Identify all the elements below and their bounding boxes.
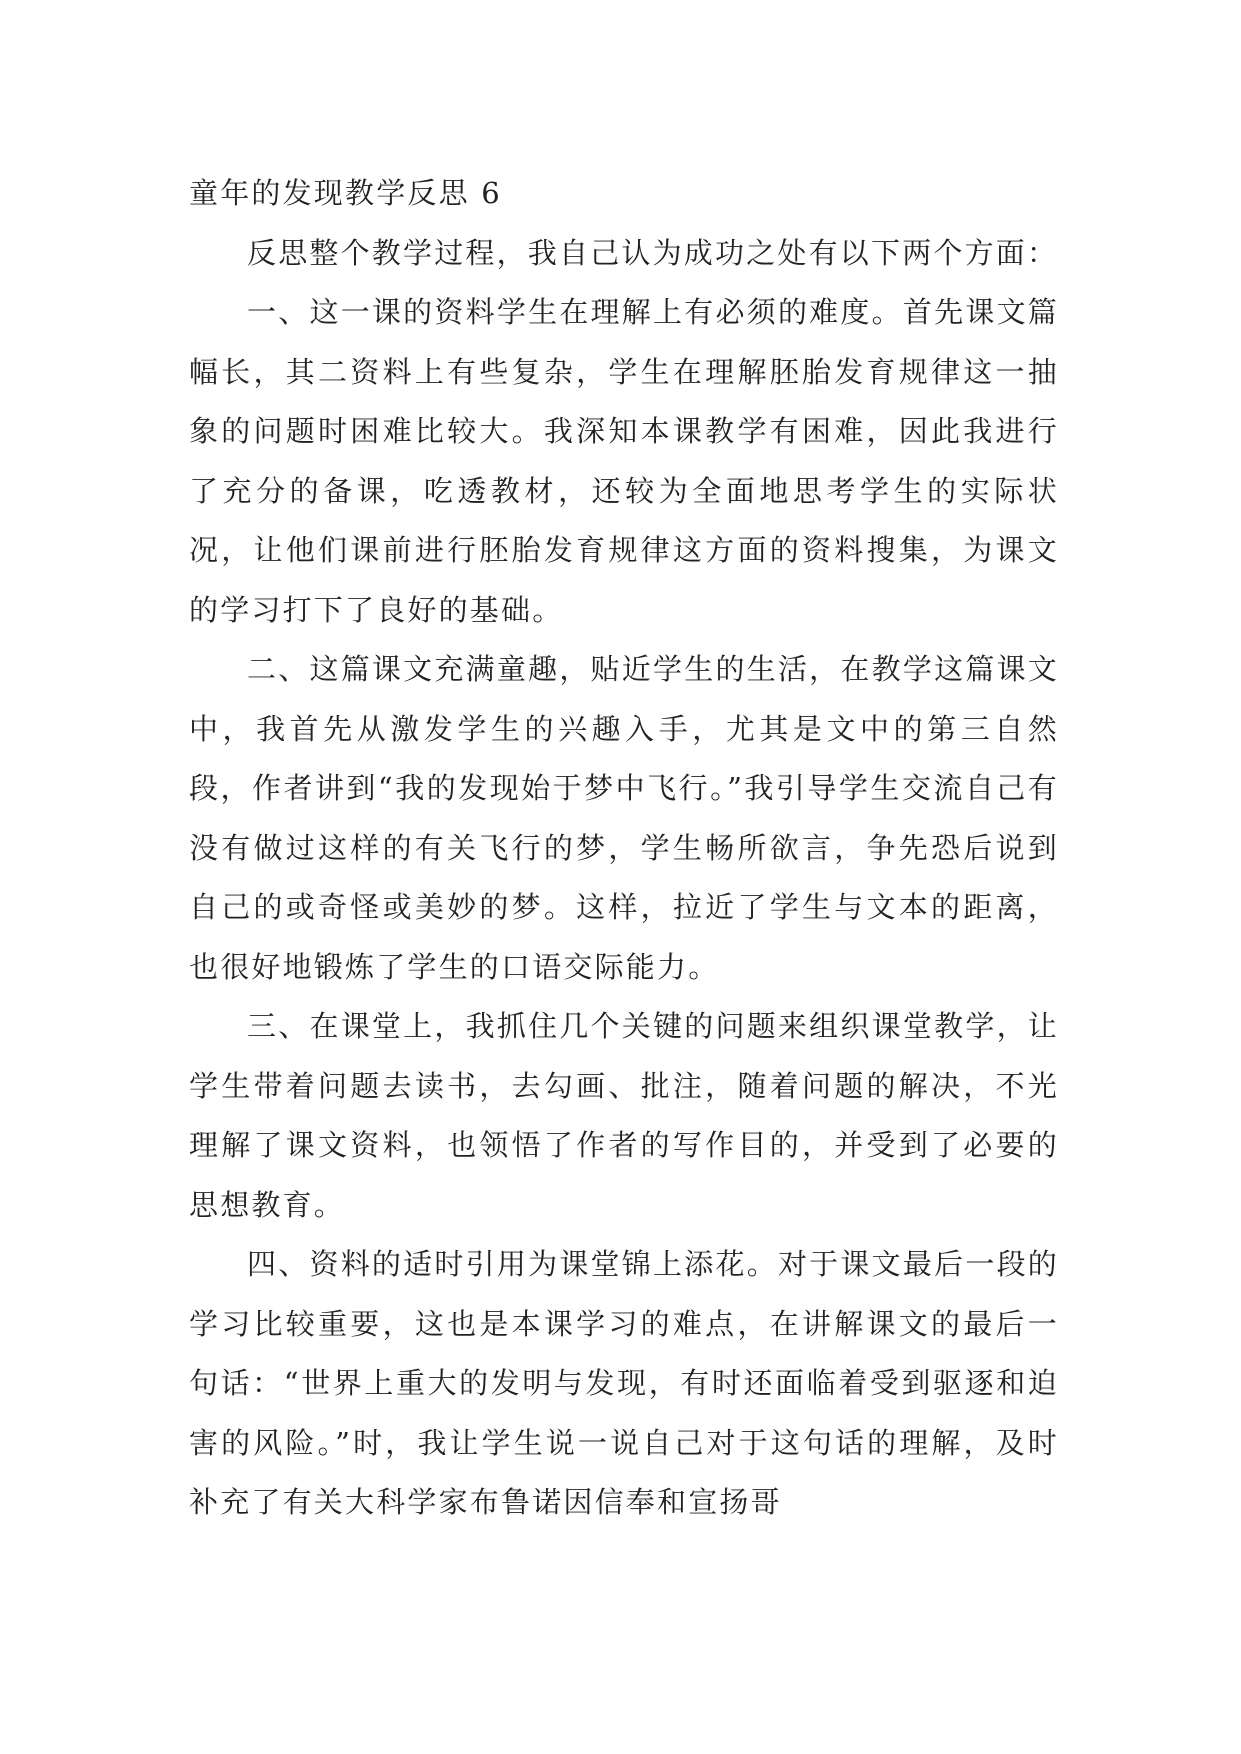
document-body (189, 164, 1059, 1533)
paragraph-point-4: 四、资料的适时引用为课堂锦上添花。对于课文最后一段的学习比较重要，这也是本课学习的难点，在讲解课文的最后一句话：“世界上重大的发明与发现，有时还面临着受到驱逐和迫害的风险。”时，我让学生说一说自己对于这句话的理解，及时补充了有关大科学家布鲁诺因信奉和宣扬哥 (189, 1247, 1059, 1519)
paragraph-point-3: 三、在课堂上，我抓住几个关键的问题来组织课堂教学，让学生带着问题去读书，去勾画、批注，随着问题的解决，不光理解了课文资料，也领悟了作者的写作目的，并受到了必要的思想教育。 (189, 1009, 1059, 1222)
paragraph-intro: 反思整个教学过程，我自己认为成功之处有以下两个方面： (247, 235, 1059, 270)
paragraph-point-1: 一、这一课的资料学生在理解上有必须的难度。首先课文篇幅长，其二资料上有些复杂，学生在理解胚胎发育规律这一抽象的问题时困难比较大。我深知本课教学有困难，因此我进行了充分的备课，吃透教材，还较为全面地思考学生的实际状况，让他们课前进行胚胎发育规律这方面的资料搜集，为课文的学习打下了良好的基础。 (189, 295, 1059, 627)
paragraph-point-2: 二、这篇课文充满童趣，贴近学生的生活，在教学这篇课文中，我首先从激发学生的兴趣入手，尤其是文中的第三自然段，作者讲到“我的发现始于梦中飞行。”我引导学生交流自己有没有做过这样的有关飞行的梦，学生畅所欲言，争先恐后说到自己的或奇怪或美妙的梦。这样，拉近了学生与文本的距离，也很好地锻炼了学生的口语交际能力。 (189, 652, 1059, 984)
document-title: 童年的发现教学反思 6 (189, 176, 502, 210)
